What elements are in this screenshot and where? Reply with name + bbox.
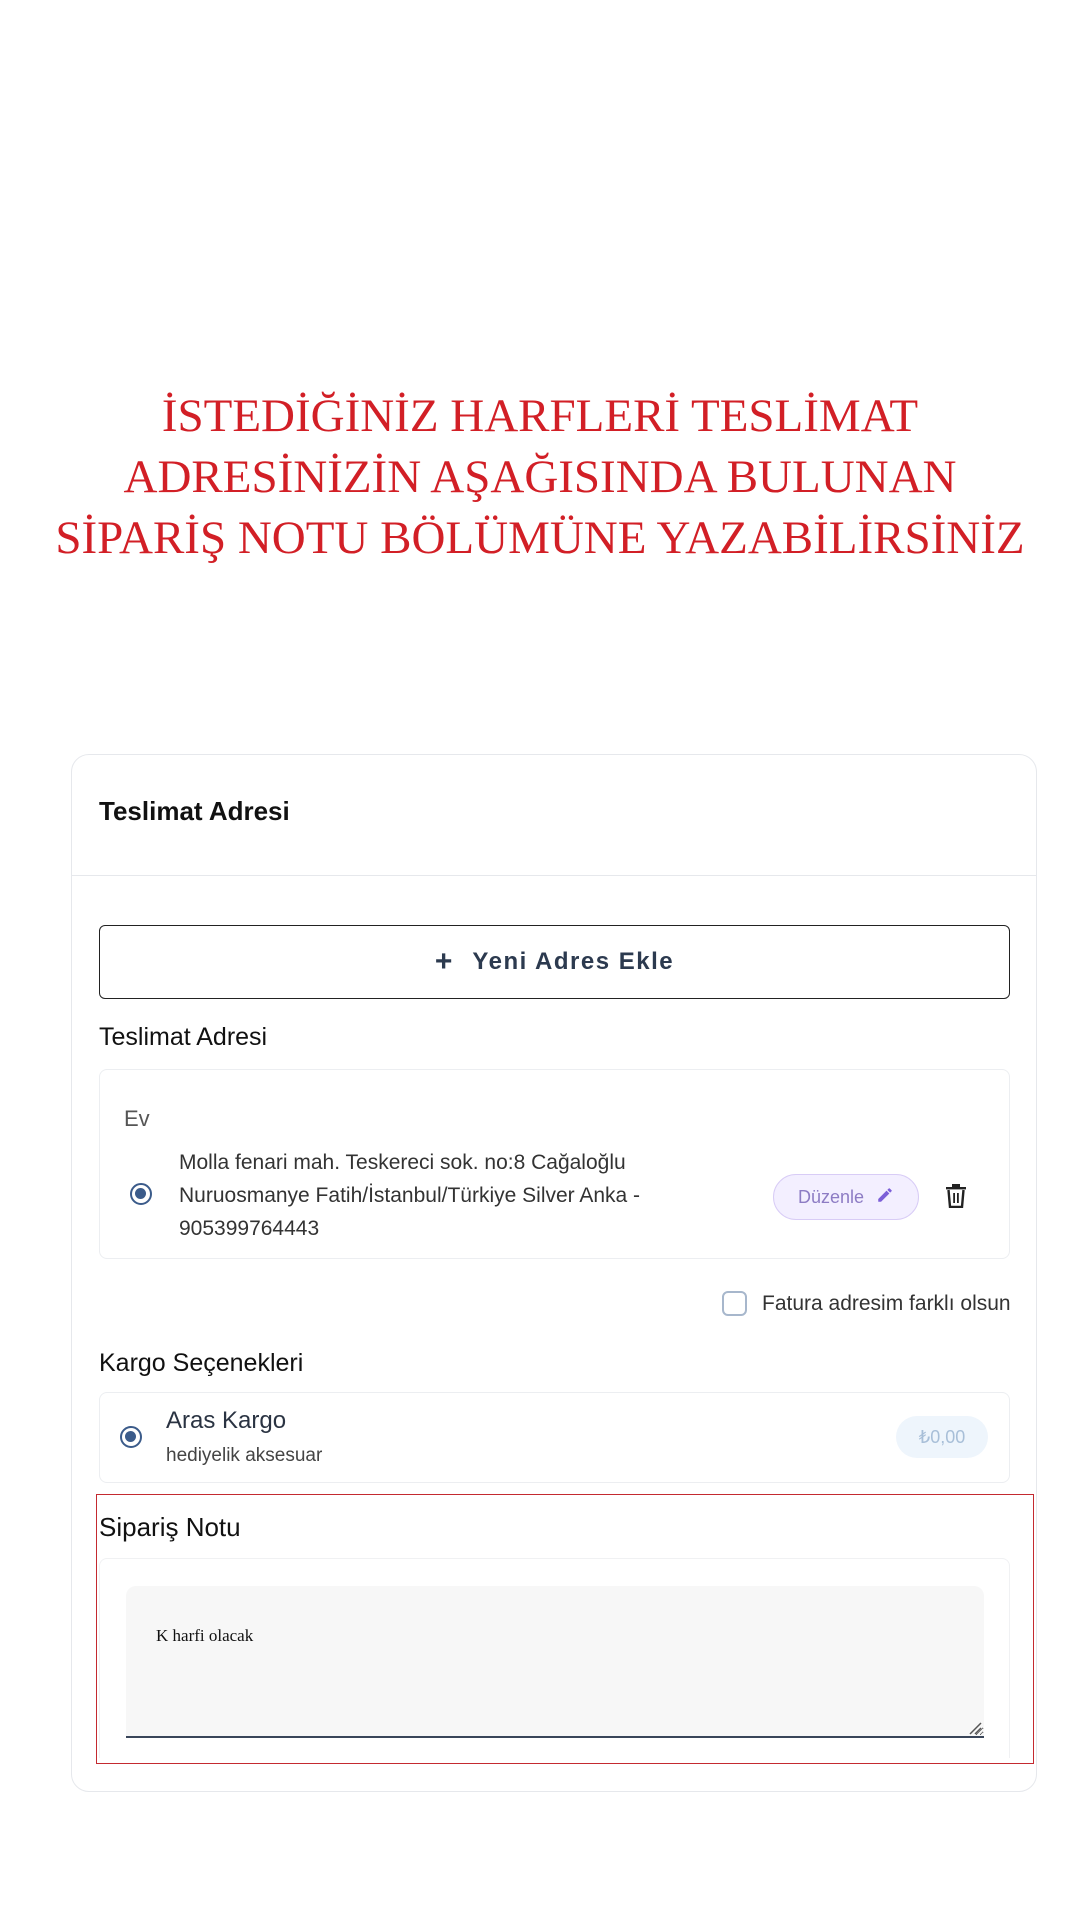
address-type: Ev [124,1106,150,1131]
card-header [72,755,1036,876]
banner-line: SİPARİŞ NOTU BÖLÜMÜNE YAZABİLİRSİNİZ [55,512,1025,564]
cargo-subtitle: hediyelik aksesuar [166,1445,323,1466]
address-option[interactable] [99,1069,1010,1259]
address-section-label: Teslimat Adresi [99,1023,268,1051]
edit-address-button[interactable] [773,1174,919,1220]
invoice-checkbox-label: Fatura adresim farklı olsun [762,1291,1011,1315]
cargo-price-badge: ₺0,00 [896,1416,988,1458]
address-radio[interactable] [130,1183,152,1205]
different-invoice-address-checkbox[interactable] [722,1291,1011,1316]
cargo-radio[interactable] [120,1426,142,1448]
add-new-address-label: Yeni Adres Ekle [472,948,675,975]
cargo-name: Aras Kargo [166,1407,287,1434]
instruction-banner [0,386,1080,569]
cargo-option[interactable] [99,1392,1010,1483]
edit-address-label: Düzenle [797,1186,865,1207]
cargo-section-label: Kargo Seçenekleri [99,1349,304,1377]
plus-icon: + [434,945,453,978]
address-text: Molla fenari mah. Teskereci sok. no:8 Cağaloğlu Nuruosmanye Fatih/İstanbul/Türkiye Silver Anka - 905399764443 [179,1151,641,1240]
checkbox[interactable] [722,1291,747,1316]
card-title: Teslimat Adresi [99,795,290,826]
pencil-icon [876,1186,894,1209]
order-note-textarea[interactable] [126,1586,984,1738]
banner-line: İSTEDİĞİNİZ HARFLERİ TESLİMAT [161,390,919,442]
order-note-label: Sipariş Notu [99,1512,241,1542]
delivery-address-card [71,754,1037,1792]
add-new-address-button[interactable] [99,925,1010,999]
banner-line: ADRESİNİZİN AŞAĞISINDA BULUNAN [123,451,957,503]
trash-icon[interactable] [945,1184,967,1213]
resize-handle-icon[interactable] [968,1721,982,1740]
